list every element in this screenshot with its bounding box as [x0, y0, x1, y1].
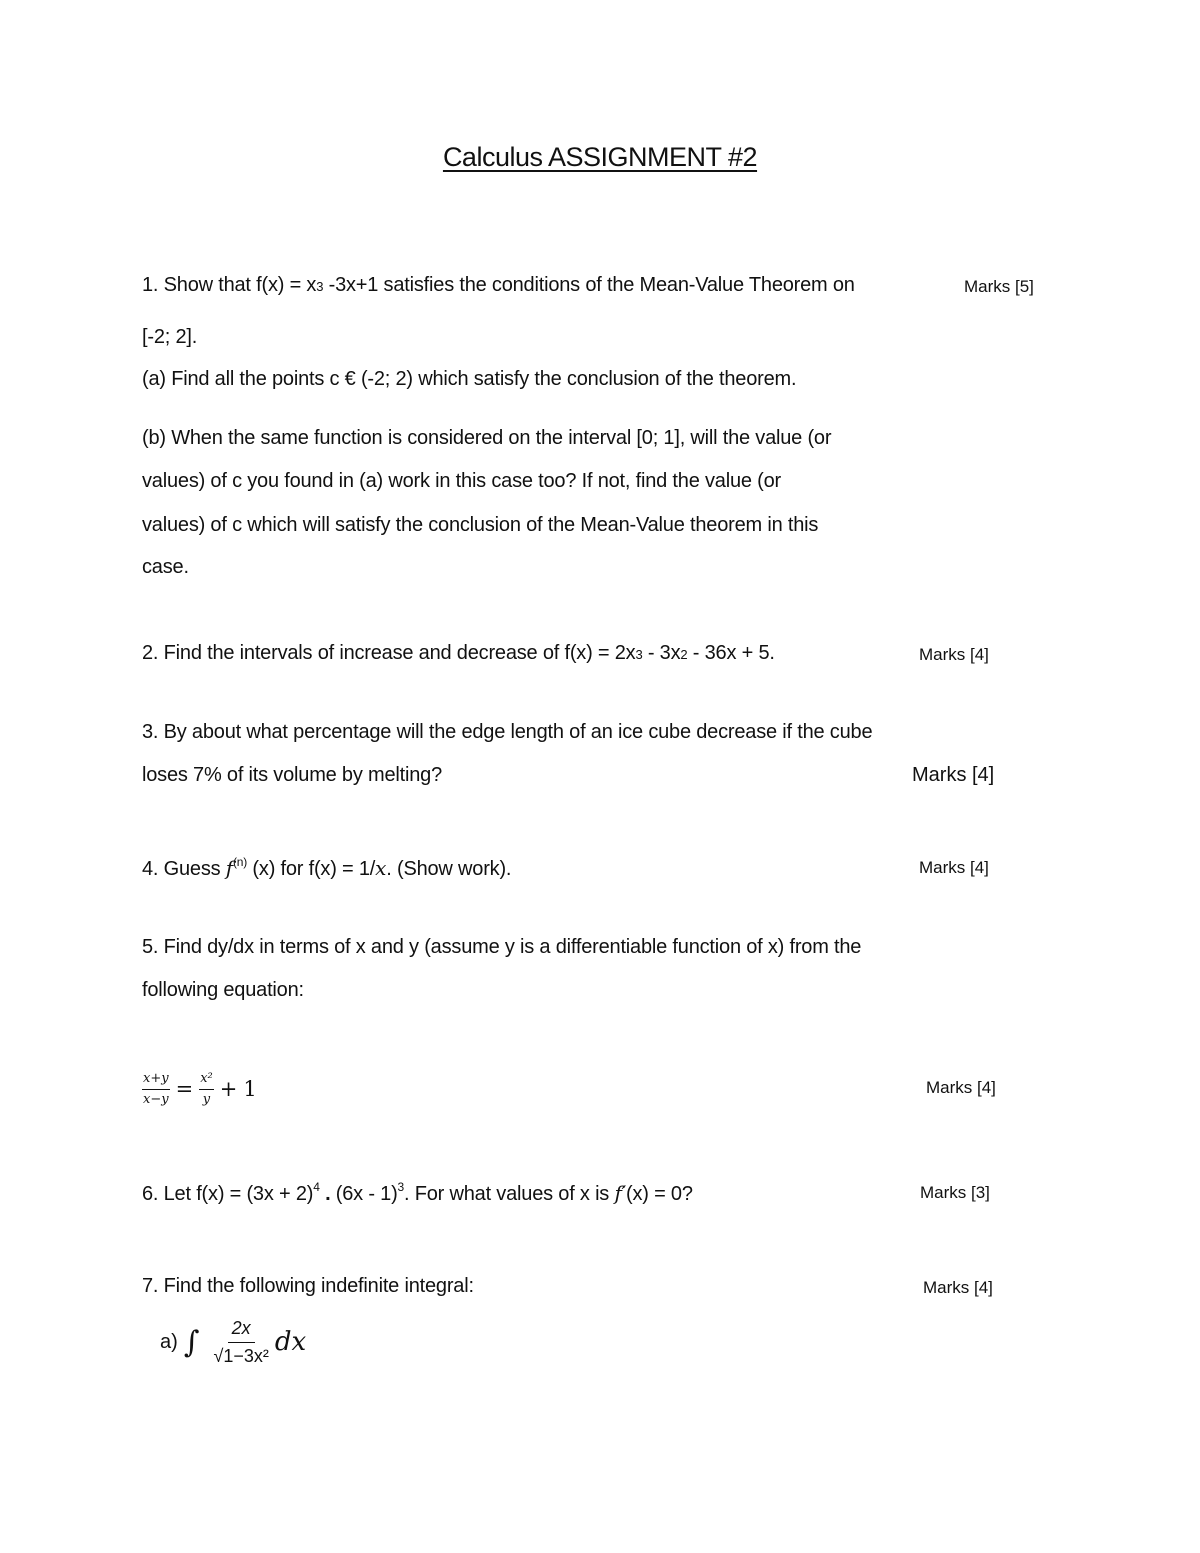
q2-exponent: 3 [635, 647, 643, 662]
q7-dx: dx [274, 1327, 307, 1357]
q6-dot: . [319, 1183, 336, 1205]
q4-text-b: (x) for f(x) = 1/ [247, 858, 376, 880]
q4-text [142, 855, 511, 881]
q1-part-b-line: case. [142, 556, 189, 578]
q1-marks: Marks [5] [964, 277, 1034, 296]
q5-rhs-numerator: x² [199, 1070, 214, 1090]
q7-denominator: √1−3x² [213, 1346, 269, 1366]
q4-f: f [225, 856, 233, 880]
q2-text-a: 2. Find the intervals of increase and decrease of f(x) = 2x [142, 642, 636, 664]
q4-superscript: (n) [233, 855, 248, 869]
q6-text-d: (x) = 0? [626, 1183, 693, 1205]
q1-part-a: (a) Find all the points c € (-2; 2) which satisfy the conclusion of the theorem. [142, 368, 797, 390]
q6-fprime: f′ [614, 1181, 627, 1205]
q2-marks: Marks [4] [919, 645, 989, 664]
q5-plus: + [219, 1077, 238, 1101]
q5-marks: Marks [4] [926, 1078, 996, 1097]
q7-integral-sign: ∫ [183, 1324, 200, 1360]
page-title: Calculus ASSIGNMENT #2 [442, 142, 758, 172]
q3-marks: Marks [4] [912, 764, 995, 786]
q1-exponent: 3 [316, 279, 324, 294]
q5-rhs-denominator: y [202, 1092, 211, 1107]
q1-line2: [-2; 2]. [142, 326, 198, 348]
q4-marks: Marks [4] [919, 858, 989, 877]
q5-lhs-fraction [142, 1070, 170, 1108]
q6-marks: Marks [3] [920, 1183, 990, 1202]
q3-line1: 3. By about what percentage will the edge length of an ice cube decrease if the cube [142, 721, 873, 743]
q4-text-c: . (Show work). [386, 858, 512, 880]
q7-integral [160, 1310, 306, 1374]
q5-lhs-numerator: x+y [142, 1070, 170, 1090]
q7-fraction [213, 1316, 268, 1368]
q2-text [142, 642, 775, 665]
q5-one: 1 [243, 1077, 257, 1101]
q1-part-b-line: values) of c which will satisfy the conclusion of the Mean-Value theorem in this [142, 514, 819, 536]
q7-numerator: 2x [228, 1316, 255, 1343]
q6-text-a: 6. Let f(x) = (3x + 2) [142, 1183, 314, 1205]
q7-line1: 7. Find the following indefinite integral: [142, 1275, 474, 1297]
q4-x: x [375, 856, 387, 880]
q5-lhs-denominator: x−y [143, 1092, 169, 1107]
q6-exponent: 3 [397, 1180, 405, 1194]
q2-text-b: - 3x [642, 642, 681, 664]
q2-exponent: 2 [680, 647, 688, 662]
q6-text-c: . For what values of x is [404, 1183, 615, 1205]
q5-equation [142, 1064, 257, 1114]
q1-line1 [142, 274, 855, 297]
q5-line2: following equation: [142, 979, 304, 1001]
q7-marks: Marks [4] [923, 1278, 993, 1297]
q3-line2: loses 7% of its volume by melting? [142, 764, 443, 786]
q5-rhs-fraction [199, 1070, 214, 1108]
q1-part-b-line: values) of c you found in (a) work in this case too? If not, find the value (or [142, 470, 781, 492]
q7-part-label: a) [160, 1330, 178, 1353]
q1-text-b: -3x+1 satisfies the conditions of the Mean-Value Theorem on [323, 274, 855, 296]
q6-exponent: 4 [313, 1180, 320, 1194]
q5-line1: 5. Find dy/dx in terms of x and y (assume y is a differentiable function of x) from the [142, 936, 862, 958]
q1-part-b-line: (b) When the same function is considered on the interval [0; 1], will the value (or [142, 427, 832, 449]
q5-equals: = [175, 1077, 194, 1101]
q4-text-a: 4. Guess [142, 858, 226, 880]
q6-text-b: (6x - 1) [335, 1183, 398, 1205]
q6-text [142, 1180, 693, 1206]
q1-text-a: 1. Show that f(x) = x [142, 274, 317, 296]
q2-text-c: - 36x + 5. [687, 642, 775, 664]
